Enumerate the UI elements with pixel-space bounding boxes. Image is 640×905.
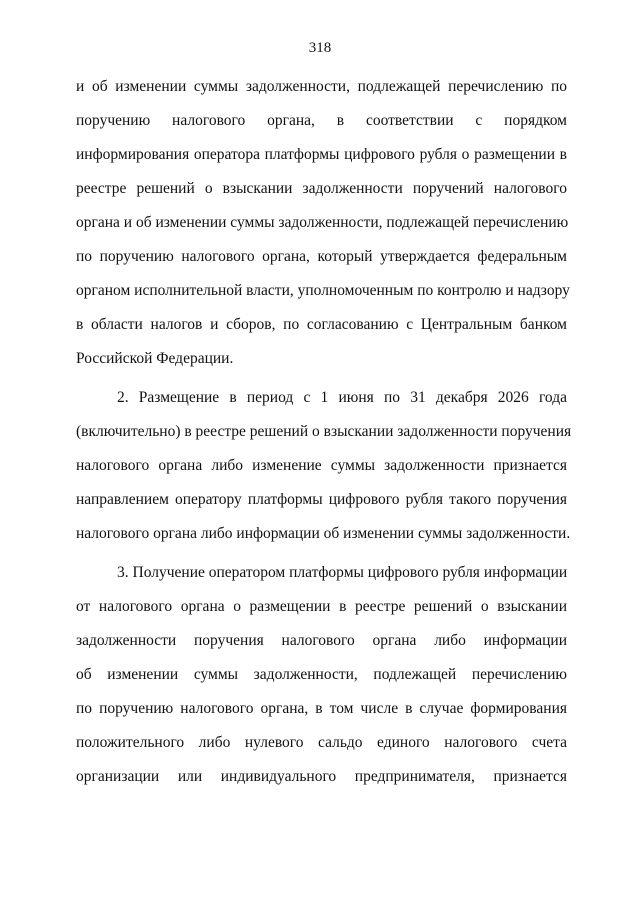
text-line: об изменении суммы задолженности, подлежащей перечислению [76, 666, 567, 683]
text-line: (включительно) в реестре решений о взыскании задолженности поручения [76, 423, 572, 440]
text-line: в области налогов и сборов, по согласованию с Центральным банком [76, 316, 567, 333]
paragraph-1 [76, 70, 570, 376]
text-line: органом исполнительной власти, уполномоченным по контролю и надзору [76, 282, 570, 299]
text-line: организации или индивидуального предпринимателя, признается [76, 768, 567, 785]
page-number: 318 [308, 40, 332, 56]
text-line: поручению налогового органа, в соответствии с порядком [76, 112, 567, 129]
text-line: по поручению налогового органа, в том числе в случае формирования [76, 700, 567, 717]
text-line: налогового органа либо информации об изменении суммы задолженности. [76, 525, 571, 542]
text-line: налогового органа либо изменение суммы задолженности признается [76, 457, 567, 474]
text-line: 3. Получение оператором платформы цифрового рубля информации [117, 564, 568, 581]
text-line: Российской Федерации. [76, 350, 234, 367]
text-line: задолженности поручения налогового органа либо информации [76, 632, 567, 649]
text-line: положительного либо нулевого сальдо единого налогового счета [76, 734, 567, 751]
text-line: реестре решений о взыскании задолженности поручений налогового [76, 180, 567, 197]
paragraph-2 [76, 381, 572, 551]
text-line: от налогового органа о размещении в реестре решений о взыскании [76, 598, 567, 615]
text-line: по поручению налогового органа, который утверждается федеральным [76, 248, 567, 265]
text-line: 2. Размещение в период с 1 июня по 31 декабря 2026 года [117, 389, 567, 406]
text-line: органа и об изменении суммы задолженности, подлежащей перечислению [76, 214, 569, 231]
text-line: и об изменении суммы задолженности, подлежащей перечислению по [76, 78, 567, 95]
paragraph-3 [76, 556, 567, 794]
text-line: направлением оператору платформы цифрового рубля такого поручения [76, 491, 567, 508]
text-line: информирования оператора платформы цифрового рубля о размещении в [76, 146, 567, 163]
